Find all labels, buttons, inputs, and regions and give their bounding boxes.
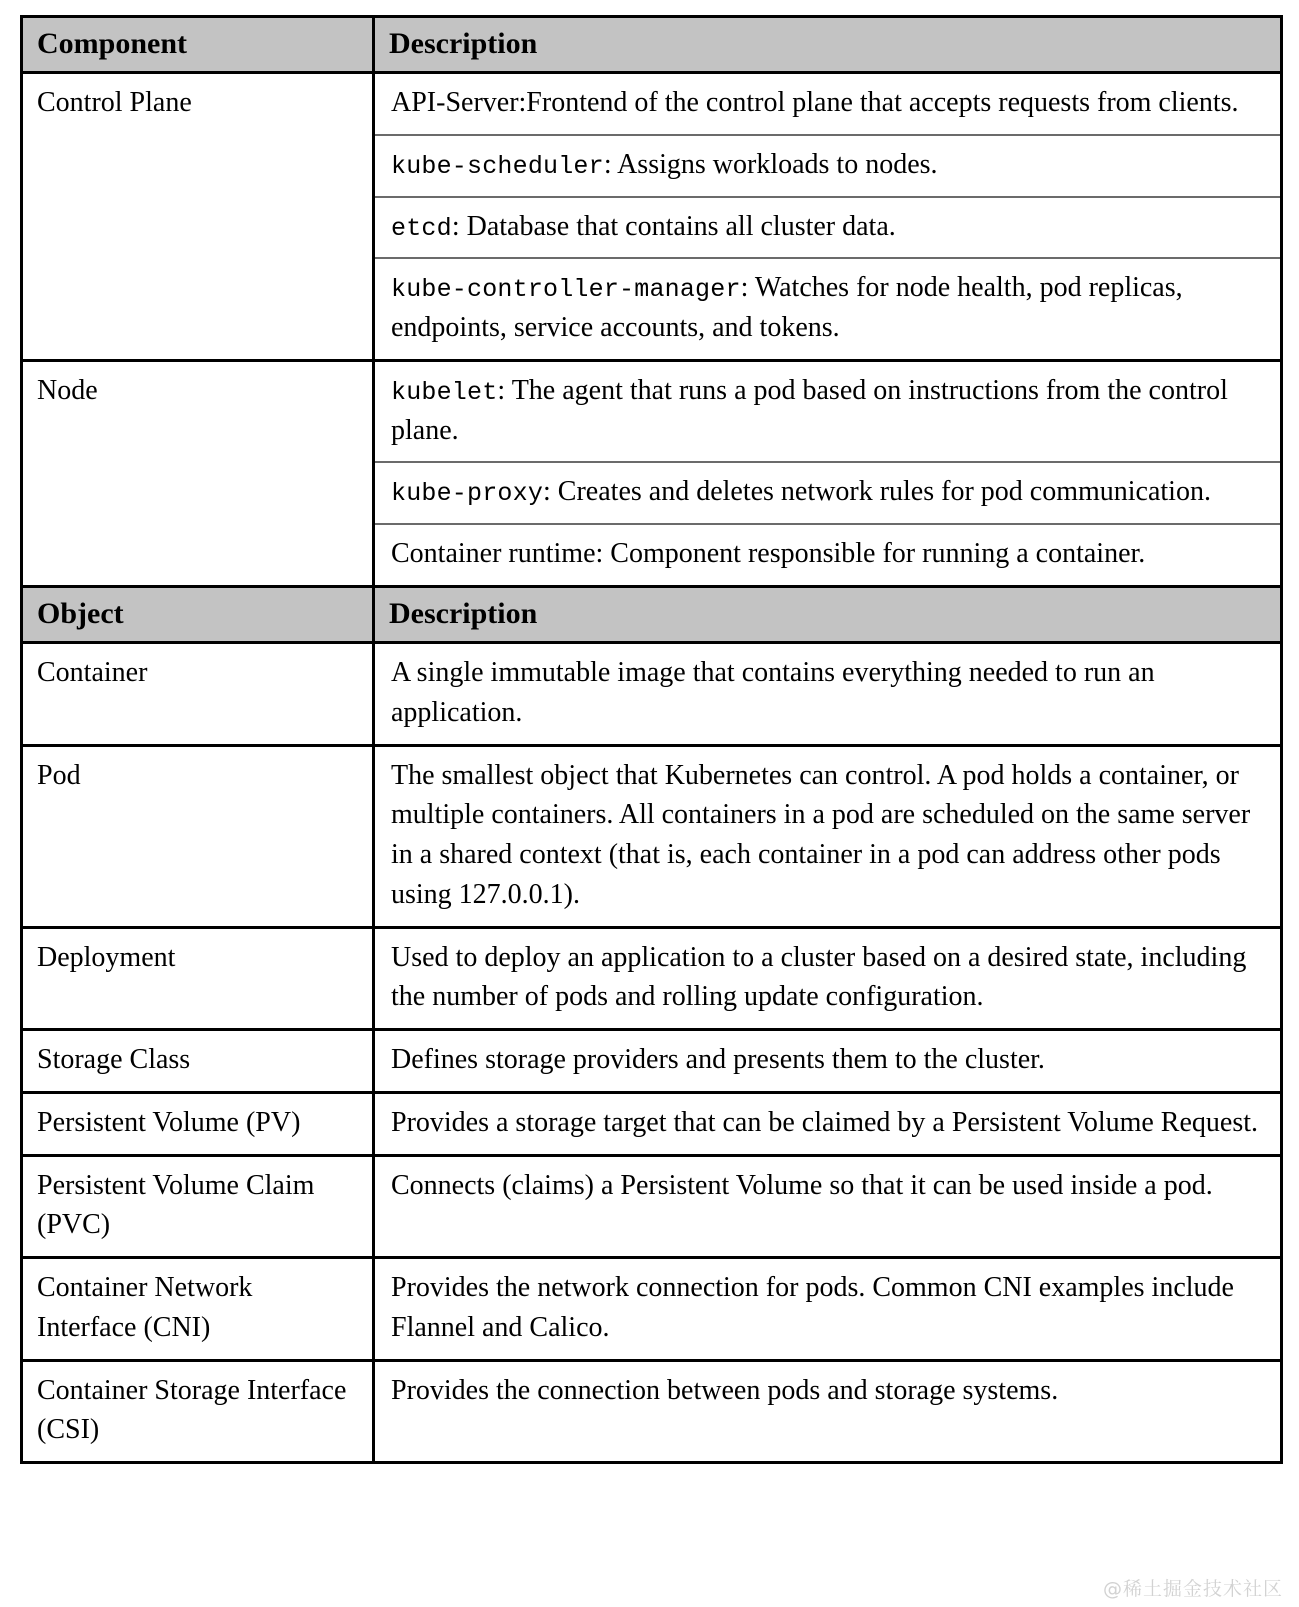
description-subrow: [375, 644, 1280, 744]
table-row: [22, 745, 1282, 927]
row-description-cell: [374, 745, 1282, 927]
column-header-description: Description: [374, 586, 1282, 642]
table-row: [22, 1360, 1282, 1463]
description-term: kube-scheduler: [391, 151, 604, 181]
table-body: [22, 17, 1282, 1463]
description-subrow: [375, 362, 1280, 464]
row-name-cell: Persistent Volume Claim (PVC): [22, 1155, 374, 1258]
table-row: [22, 1258, 1282, 1361]
table-row: [22, 927, 1282, 1030]
row-description-cell: [374, 643, 1282, 746]
watermark-text: @稀土掘金技术社区: [1102, 1578, 1283, 1600]
description-text: Used to deploy an application to a cluster based on a desired state, including the number of pods and rolling update configuration.: [391, 941, 1247, 1013]
description-subrow: [375, 1094, 1280, 1154]
description-text: Defines storage providers and presents them to the cluster.: [391, 1044, 1045, 1076]
row-name-cell: Pod: [22, 745, 374, 927]
description-subrow: [375, 1031, 1280, 1091]
description-term: kube-controller-manager: [391, 275, 741, 305]
row-name-cell: Container Network Interface (CNI): [22, 1258, 374, 1361]
description-subrow: [375, 1157, 1280, 1217]
row-name-cell: Control Plane: [22, 73, 374, 361]
row-name-cell: Storage Class: [22, 1030, 374, 1093]
row-description-cell: [374, 1155, 1282, 1258]
table-row: [22, 643, 1282, 746]
row-name-cell: Deployment: [22, 927, 374, 1030]
description-text: : Database that contains all cluster data.: [451, 210, 896, 242]
description-term: kubelet: [391, 377, 498, 407]
kubernetes-reference-table: [20, 15, 1283, 1464]
description-subrow: [375, 463, 1280, 525]
description-subrow: [375, 259, 1280, 359]
description-term: kube-proxy: [391, 479, 544, 509]
description-subrow: [375, 74, 1280, 136]
description-subrow: [375, 1259, 1280, 1359]
row-name-cell: Persistent Volume (PV): [22, 1092, 374, 1155]
description-text: API-Server:Frontend of the control plane that accepts requests from clients.: [391, 87, 1239, 119]
row-name-cell: Node: [22, 360, 374, 586]
column-header-description: Description: [374, 17, 1282, 73]
table-row: [22, 1092, 1282, 1155]
row-description-cell: [374, 1030, 1282, 1093]
description-subrow: [375, 136, 1280, 198]
row-description-cell: [374, 927, 1282, 1030]
row-description-cell: [374, 73, 1282, 361]
reference-table-container: [20, 15, 1280, 1464]
row-description-cell: [374, 360, 1282, 586]
table-row: [22, 1155, 1282, 1258]
description-subrow: [375, 525, 1280, 585]
description-text: Provides the network connection for pods. Common CNI examples include Flannel and Calico.: [391, 1272, 1234, 1343]
row-description-cell: [374, 1092, 1282, 1155]
description-subrow: [375, 1362, 1280, 1422]
description-text: Container runtime: Component responsible for running a container.: [391, 538, 1146, 570]
description-subrow: [375, 929, 1280, 1029]
description-text: Provides a storage target that can be claimed by a Persistent Volume Request.: [391, 1106, 1259, 1138]
row-description-cell: [374, 1360, 1282, 1463]
description-text: Provides the connection between pods and storage systems.: [391, 1374, 1059, 1406]
description-text: Connects (claims) a Persistent Volume so that it can be used inside a pod.: [391, 1169, 1213, 1201]
description-term: etcd: [391, 213, 452, 243]
column-header-name: Component: [22, 17, 374, 73]
table-row: [22, 1030, 1282, 1093]
description-text: A single immutable image that contains everything needed to run an application.: [391, 657, 1155, 728]
description-text: : Watches for node health, pod replicas, endpoints, service accounts, and tokens.: [391, 272, 1183, 344]
description-subrow: [375, 747, 1280, 926]
description-text: : The agent that runs a pod based on instructions from the control plane.: [391, 374, 1228, 446]
table-header-row-objects: [22, 586, 1282, 642]
table-row: [22, 360, 1282, 586]
description-subrow: [375, 198, 1280, 260]
row-name-cell: Container: [22, 643, 374, 746]
column-header-name: Object: [22, 586, 374, 642]
row-description-cell: [374, 1258, 1282, 1361]
table-header-row-components: [22, 17, 1282, 73]
table-row: [22, 73, 1282, 361]
description-text: : Assigns workloads to nodes.: [603, 148, 938, 180]
row-name-cell: Container Storage Interface (CSI): [22, 1360, 374, 1463]
description-text: : Creates and deletes network rules for pod communication.: [543, 476, 1211, 508]
description-text: The smallest object that Kubernetes can control. A pod holds a container, or multiple containers. All containers in a pod are scheduled on the same server in a shared context (that is, each container in a pod can address other pods using 127.0.0.1).: [391, 759, 1251, 910]
